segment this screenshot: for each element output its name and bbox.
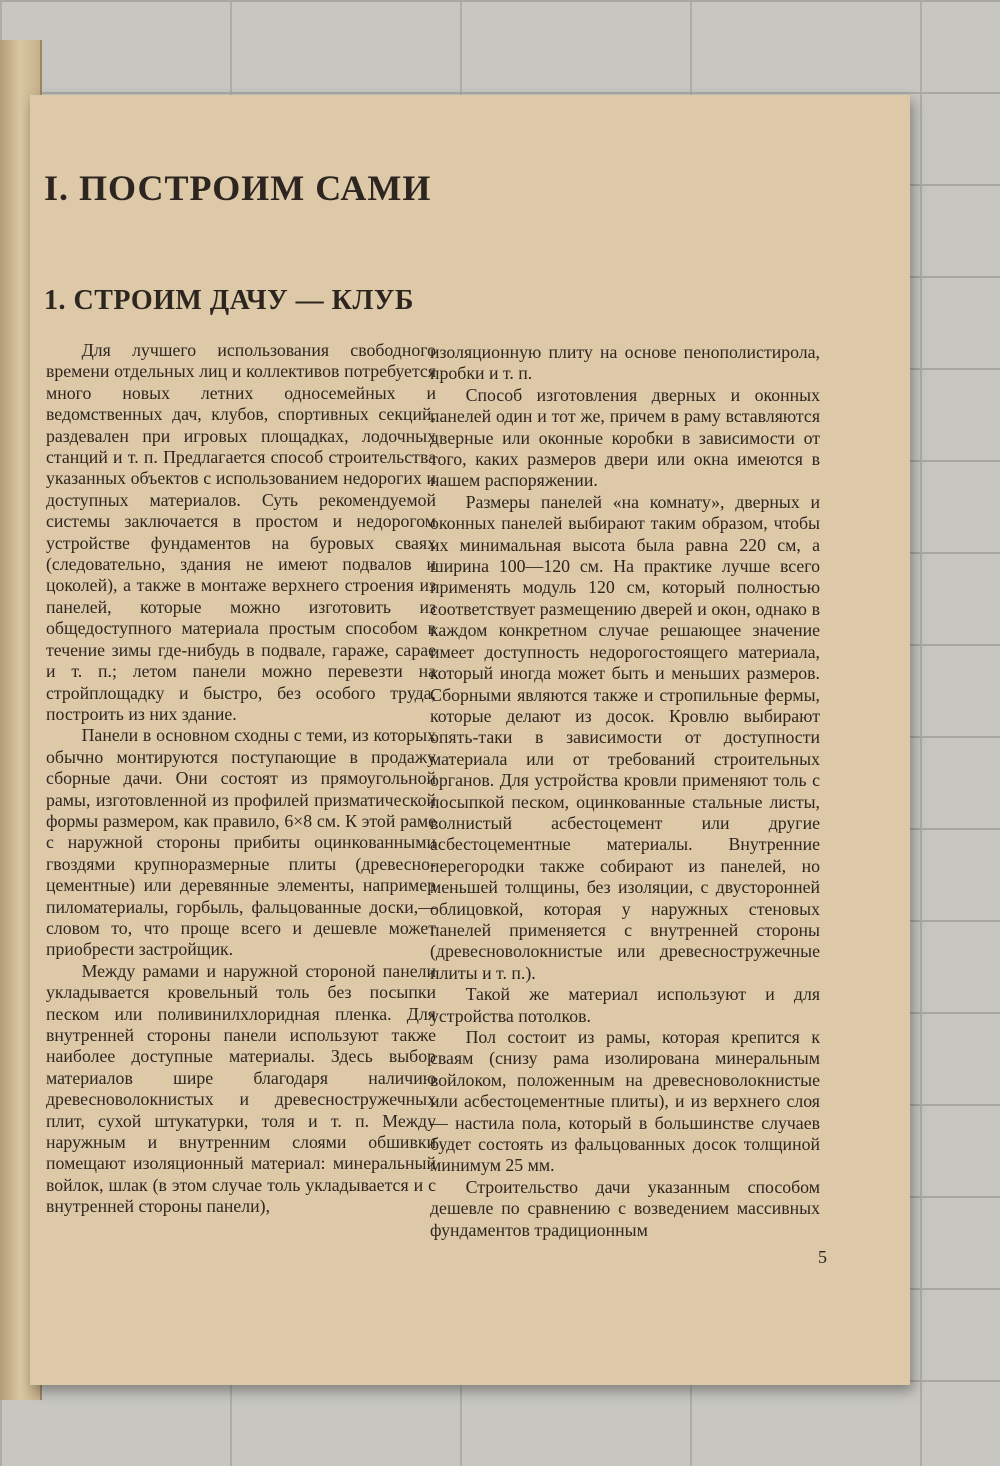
page-number: 5 <box>818 1247 827 1267</box>
paragraph: Между рамами и наружной стороной панели укладывается кровельный толь без посыпки песком или поливинилхлоридная пленка. Для внутренней стороны панели используют также наиболее доступные материалы. Здесь выбор материалов шире благодаря наличию древесноволокнистых и древесностружечных плит, сухой штукатурки, толя и т. п. Между наружным и внутренним слоями обшивки помещают изоляционный материал: минеральный войлок, шлак (в этом случае толь укладывается и с внутренней стороны панели), <box>46 960 436 1217</box>
paragraph: Такой же материал используют и для устройства потолков. <box>430 984 820 1026</box>
paragraph: Для лучшего использования свободного времени отдельных лиц и коллективов потребуется много новых летних односемейных и ведомственных дач, клубов, спортивных секций, раздевален при игровых площадках, лодочных станций и т. п. Предлагается способ строительства указанных объектов с использованием недорогих и доступных материалов. Суть рекомендуемой системы заключается в простом и недорогом устройстве фундаментов на буровых сваях (следовательно, здания не имеют подвалов и цоколей), а также в монтаже верхнего строения из панелей, которые можно изготовить из общедоступного материала простым способом в течение зимы где-нибудь в подвале, гараже, сарае и т. п.; летом панели можно перевезти на стройплощадку и быстро, без особого труда, построить из них здание. <box>46 340 436 724</box>
book-page <box>30 95 910 1385</box>
paragraph: Строительство дачи указанным способом дешевле по сравнению с возведением массивных фундаментов традиционным <box>430 1176 820 1240</box>
chapter-title: 1. СТРОИМ ДАЧУ — КЛУБ <box>44 285 414 316</box>
paragraph: Размеры панелей «на комнату», дверных и оконных панелей выбирают таким образом, чтобы их минимальная высота была равна 220 см, а ширина 100—120 см. На практике лучше всего применять модуль 120 см, который полностью соответствует размещению дверей и окон, однако в каждом конкретном случае решающее значение имеет доступность недорогостоящего материала, который иногда может быть и меньших размеров. Сборными являются также и стропильные фермы, которые делают из досок. Кровлю выбирают опять-таки в зависимости от доступности материала или от требований строительных органов. Для устройства кровли применяют толь с посыпкой песком, оцинкованные стальные листы, волнистый асбестоцемент или другие асбестоцементные материалы. Внутренние перегородки также собирают из панелей, но меньшей толщины, без изоляции, с двусторонней облицовкой, которая у наружных стеновых панелей применяется с внутренней стороны (древесноволокнистые или древесностружечные плиты и т. п.). <box>430 491 820 983</box>
paragraph: изоляционную плиту на основе пенополистирола, пробки и т. п. <box>430 342 820 384</box>
part-title: I. ПОСТРОИМ САМИ <box>44 168 432 208</box>
paragraph: Пол состоит из рамы, которая крепится к сваям (снизу рама изолирована минеральным войлоком, положенным на древесноволокнистые или асбестоцементные плиты), и из верхнего слоя — настила пола, который в большинстве случаев будет состоять из фальцованных досок толщиной минимум 25 мм. <box>430 1027 820 1176</box>
paragraph: Способ изготовления дверных и оконных панелей один и тот же, причем в раму вставляются дверные или оконные коробки в зависимости от того, каких размеров двери или окна имеются в нашем распоряжении. <box>430 384 820 491</box>
left-column <box>46 340 436 1218</box>
paragraph: Панели в основном сходны с теми, из которых обычно монтируются поступающие в продажу сборные дачи. Они состоят из прямоугольной рамы, изготовленной из профилей призматической формы размером, как правило, 6×8 см. К этой раме с наружной стороны прибиты оцинкованными гвоздями крупноразмерные плиты (древесно-цементные) или деревянные элементы, например пиломатериалы, горбыль, фальцованные доски,— словом то, что проще всего и дешевле может приобрести застройщик. <box>46 725 436 960</box>
right-column <box>430 342 820 1241</box>
